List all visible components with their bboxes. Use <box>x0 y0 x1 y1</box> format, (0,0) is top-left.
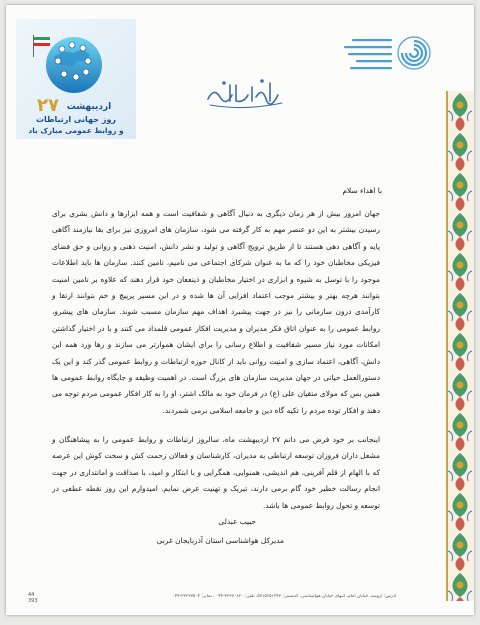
page-number-line-2: 393 <box>28 598 38 604</box>
poster-line-1: روز جهانی ارتباطات <box>35 115 117 124</box>
meteorology-logo <box>334 23 432 87</box>
spiral-emblem-icon <box>398 37 430 69</box>
logo-text-lines <box>344 39 392 69</box>
basmala-calligraphy <box>204 73 286 113</box>
page-number-line-1: 44 <box>28 592 35 598</box>
signature-name: حبیب عبدلی <box>218 517 256 526</box>
svg-text:۲۷: ۲۷ <box>37 95 59 116</box>
poster-line-2: و روابط عمومی مبارک باد <box>28 126 124 135</box>
communications-day-poster <box>16 19 136 139</box>
globe-icon <box>46 37 102 93</box>
greeting: با اهداء سلام <box>342 186 382 195</box>
signature-title: مدیرکل هواشناسی استان آذربایجان غربی <box>156 536 284 545</box>
decorative-border-ornament <box>446 91 474 601</box>
page-number <box>28 592 38 604</box>
letter-paragraph-1: جهان امروز بیش از هر زمان دیگری به دنبال آگاهی و شفافیت است و همه ابزارها و دانش بشری برای رسیدن بیشتر به این دو عنصر مهم به کار گرفته می شود، سازمان های امروزی نیز برای بقا نیازمند آگاهی پایه و آگاهی دهی هستند تا از طریق ترویج آگاهی و تولید و نشر دانش، امنیت ذهنی و روانی و حق فضای فیزیکی مخاطبان خود را که ما به عنوان شرکای اجتماعی می نامیم، تامین کنند. سازمان ها باید اطلاعات موجود را با توسل به شیوه و ابزاری در اختیار مخاطبان و ذینفعان خود قرار دهند که علاوه بر تامین امنیت بتوانند هرچه بهتر و بیشتر موجب اعتماد افزایی آن ها شده و در این مسیر پرپیچ و خم بتوانند ارتقا و کارآمدی درون سازمانی را نیز در جهت پیشبرد اهداف مهم سازمان مسبب شوند. سازمان های پیشرو، روابط عمومی را به عنوان اتاق فکر مدیران و مدیریت افکار عمومی قلمداد می کنند و با در اختیار گذاشتن امکانات مورد نیاز مسیر شفافیت و اطلاع رسانی را برای ایشان هموارتر می سازند و رها ورد همه این دانش، آگاهی، اعتماد سازی و امنیت روانی باید از کانال حوزه ارتباطات و روابط عمومی گذر کند و این یک دستورالعمل حیاتی در جهان مدیریت سازمان های بزرگ است. در اهمیت وظیفه و جایگاه روابط عمومی ها همین بس که مولای متقیان علی (ع) در فرمان خود به مالک اشتر، او را به کار افکار عمومی مردم توجه می دهند و افکار توده مردم را تکیه گاه دین و جامعه اسلامی برمی شمردند. <box>52 209 380 415</box>
letter-page <box>6 5 474 615</box>
footer-address: آدرس: ارومیه، خیابان امام، انتهای خیابان هواشناسی، کدپستی: ۵۷۱۵۶۵۱۳۴۳، تلفن: ۳۲۳۷۰۸۲۰-۰۴۴ ، نمابر: ۳۲۲۳۷۵۰۴-۰۴۴ <box>172 594 396 599</box>
svg-text:اردیبهشت: اردیبهشت <box>66 102 112 112</box>
letter-paragraph-2: اینجانب بر خود فرض می دانم ۲۷ اردیبهشت ماه، سالروز ارتباطات و روابط عمومی را به پیشاهنگان و مشعل داران فروزان توسعه ارتباطی به مدیران، کارشناسان و فعالان زحمت کش و سخت کوش این عرصه که با الهام از قلم آفرینی، هم اندیشی، همنوایی، همگرایی و با ابتکار و امید، با صداقت و امانتداری در جهت انجام رسالت خطیر خود گام برمی دارند، تبریک و تهنیت عرض نمایم. امیدوارم این روز نقطه عطفی در توسعه و تحول روابط عمومی ها باشد. <box>52 435 380 510</box>
